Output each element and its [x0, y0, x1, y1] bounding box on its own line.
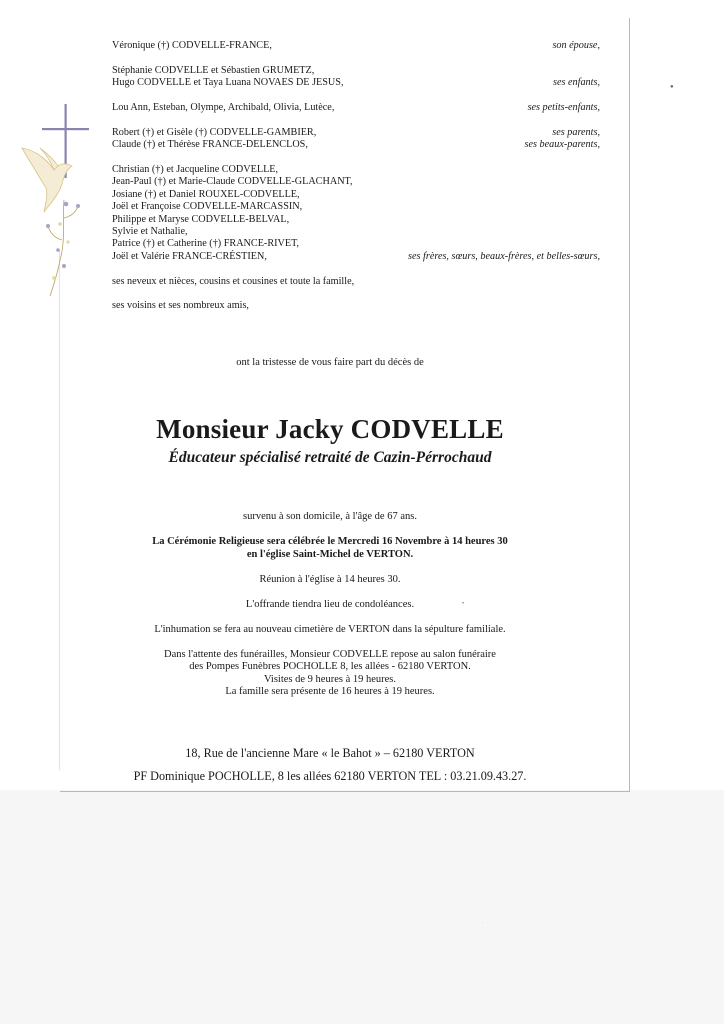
scan-smudge: · · · ·	[482, 921, 500, 926]
family-row	[112, 127, 600, 139]
ceremony-line-1: La Cérémonie Religieuse sera célébrée le Mercredi 16 Novembre à 14 heures 30	[152, 536, 508, 547]
family-relation: son épouse,	[552, 40, 600, 51]
deceased-occupation: Éducateur spécialisé retraité de Cazin-Pérrochaud	[168, 449, 492, 466]
family-names: Hugo CODVELLE et Taya Luana NOVAES DE JESUS,	[112, 77, 344, 89]
offering-text: L'offrande tiendra lieu de condoléances.	[245, 599, 415, 610]
visits-text: Visites de 9 heures à 19 heures.	[263, 674, 397, 685]
family-gap	[112, 90, 600, 102]
family-names: Joël et Valérie FRANCE-CRÉSTIEN,	[112, 250, 267, 262]
family-gap	[112, 288, 600, 300]
family-names: Claude (†) et Thérèse FRANCE-DELENCLOS,	[112, 139, 308, 151]
family-names: Robert (†) et Gisèle (†) CODVELLE-GAMBIER,	[112, 126, 317, 138]
family-row	[112, 139, 600, 151]
family-row	[112, 164, 600, 176]
family-row	[112, 176, 600, 188]
funeral-home-line-1: Dans l'attente des funérailles, Monsieur CODVELLE repose au salon funéraire	[164, 649, 496, 660]
family-relation: ses beaux-parents,	[524, 139, 600, 151]
family-gap	[112, 152, 600, 164]
death-notice: survenu à son domicile, à l'âge de 67 ans.	[243, 511, 417, 522]
family-gap	[112, 52, 600, 64]
scan-dot: ●	[670, 84, 674, 90]
flower-stem-icon	[48, 200, 78, 296]
family-relation: ses enfants,	[553, 77, 600, 89]
ceremony-line-2: en l'église Saint-Michel de VERTON.	[246, 549, 414, 560]
family-gap	[112, 114, 600, 126]
reunion-text: Réunion à l'église à 14 heures 30.	[259, 574, 401, 585]
undertaker-contact: PF Dominique POCHOLLE, 8 les allées 62180 VERTON TEL : 03.21.09.43.27.	[133, 769, 527, 783]
family-address: 18, Rue de l'ancienne Mare « le Bahot » – 62180 VERTON	[185, 746, 475, 760]
family-names: Philippe et Maryse CODVELLE-BELVAL,	[112, 213, 290, 225]
family-names: Véronique (†) CODVELLE-FRANCE,	[112, 40, 272, 51]
scan-speck: •	[462, 601, 465, 607]
family-row	[112, 201, 600, 213]
family-names: Jean-Paul (†) et Marie-Claude CODVELLE-GLACHANT,	[112, 176, 353, 188]
family-row	[112, 276, 600, 288]
family-row	[112, 238, 600, 250]
family-presence-text: La famille sera présente de 16 heures à 19 heures.	[225, 686, 435, 697]
family-gap	[112, 263, 600, 275]
family-names: ses voisins et ses nombreux amis,	[112, 300, 249, 312]
announcement-text: ont la tristesse de vous faire part du décès de	[236, 357, 424, 368]
family-names: Sylvie et Nathalie,	[112, 226, 188, 238]
family-row	[112, 102, 600, 114]
family-names: Joël et Françoise CODVELLE-MARCASSIN,	[112, 201, 303, 213]
family-row	[112, 300, 600, 312]
family-names: Lou Ann, Esteban, Olympe, Archibald, Olivia, Lutèce,	[112, 102, 335, 113]
burial-text: L'inhumation se fera au nouveau cimetière de VERTON dans la sépulture familiale.	[154, 624, 506, 635]
family-names: Stéphanie CODVELLE et Sébastien GRUMETZ,	[112, 64, 315, 76]
family-row	[112, 40, 600, 52]
family-row	[112, 77, 600, 89]
deceased-name: Monsieur Jacky CODVELLE	[156, 414, 504, 444]
family-relation: ses parents,	[552, 126, 600, 138]
family-row	[112, 189, 600, 201]
family-names: Josiane (†) et Daniel ROUXEL-CODVELLE,	[112, 188, 300, 200]
family-row	[112, 226, 600, 238]
family-list	[112, 40, 600, 313]
family-names: Patrice (†) et Catherine (†) FRANCE-RIVET,	[112, 238, 300, 250]
family-names: ses neveux et nièces, cousins et cousines et toute la famille,	[112, 275, 355, 287]
family-row	[112, 65, 600, 77]
family-relation: ses petits-enfants,	[527, 102, 600, 113]
cross-dove-illustration	[20, 100, 100, 300]
family-relation: ses frères, sœurs, beaux-frères, et belles-sœurs,	[408, 250, 600, 262]
family-row	[112, 214, 600, 226]
family-names: Christian (†) et Jacqueline CODVELLE,	[112, 164, 279, 175]
family-row	[112, 251, 600, 263]
scan-background	[0, 790, 724, 1024]
funeral-home-line-2: des Pompes Funèbres POCHOLLE 8, les allées - 62180 VERTON.	[189, 661, 471, 672]
